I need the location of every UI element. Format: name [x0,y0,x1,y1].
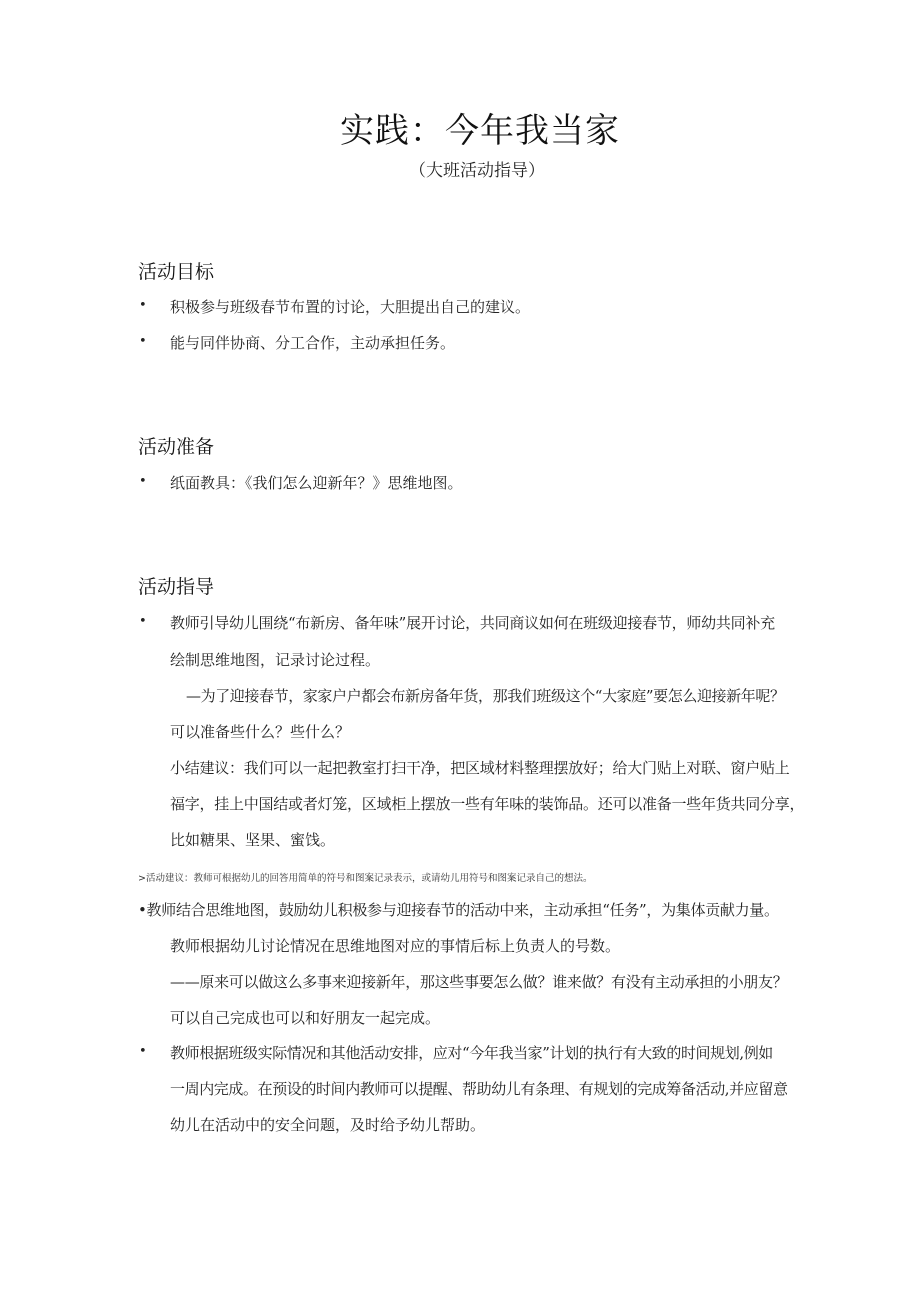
section-heading-prep: 活动准备 [138,436,215,458]
activity-suggestion-note: >活动建议：教师可根据幼儿的回答用简单的符号和图案记录表示，或请幼儿用符号和图案记录自己的想法。 [138,873,593,884]
guide-paragraph-3-line-1: 教师根据班级实际情况和其他活动安排，应对“今年我当家”计划的执行有大致的时间规划,例如 [170,1044,773,1062]
guide-summary-line-3: 比如糖果、坚果、蜜饯。 [170,831,336,849]
bullet-icon: • [139,614,147,629]
guide-paragraph-3-line-2: 一周内完成。在预设的时间内教师可以提醒、帮助幼儿有条理、有规划的完成筹备活动,并应留意 [170,1080,788,1098]
guide-question-2-line-2: 可以自己完成也可以和好朋友一起完成。 [170,1009,441,1027]
guide-summary-line-2: 福字，挂上中国结或者灯笼，区域柜上摆放一些有年味的装饰品。还可以准备一些年货共同分享， [170,795,805,813]
guide-question-1-line-1: —为了迎接春节，家家户户都会布新房备年货，那我们班级这个“大家庭”要怎么迎接新年呢？ [186,687,785,705]
page-title: 实践：今年我当家 [340,111,620,151]
guide-question-2-line-1: ——原来可以做这么多事来迎接新年，那这些事要怎么做？谁来做？有没有主动承担的小朋友？ [170,973,788,991]
guide-summary-line-1: 小结建议：我们可以一起把教室打扫干净，把区域材料整理摆放好；给大门贴上对联、窗户贴上 [170,759,790,777]
prep-item-1: 纸面教具：《我们怎么迎新年？》思维地图。 [170,474,463,492]
guide-paragraph-1-line-1: 教师引导幼儿围绕“布新房、备年味”展开讨论，共同商议如何在班级迎接春节，师幼共同补充 [170,614,775,632]
section-heading-goals: 活动目标 [138,261,215,283]
bullet-icon: • [139,298,147,313]
guide-paragraph-2-line-1: •教师结合思维地图，鼓励幼儿积极参与迎接春节的活动中来，主动承担“任务”，为集体贡献力量。 [138,901,779,919]
page-subtitle: （大班活动指导） [409,161,545,181]
bullet-icon: • [139,1044,147,1059]
goal-item-2: 能与同伴协商、分工合作，主动承担任务。 [170,334,456,352]
bullet-icon: • [139,474,147,489]
goal-item-1: 积极参与班级春节布置的讨论，大胆提出自己的建议。 [170,298,531,316]
bullet-icon: • [139,334,147,349]
guide-paragraph-3-line-3: 幼儿在活动中的安全问题，及时给予幼儿帮助。 [170,1116,486,1134]
guide-paragraph-1-line-2: 绘制思维地图，记录讨论过程。 [170,651,381,669]
guide-question-1-line-2: 可以准备些什么？些什么？ [170,723,351,741]
guide-paragraph-2-line-2: 教师根据幼儿讨论情况在思维地图对应的事情后标上负责人的号数。 [170,937,621,955]
section-heading-guide: 活动指导 [138,576,215,598]
